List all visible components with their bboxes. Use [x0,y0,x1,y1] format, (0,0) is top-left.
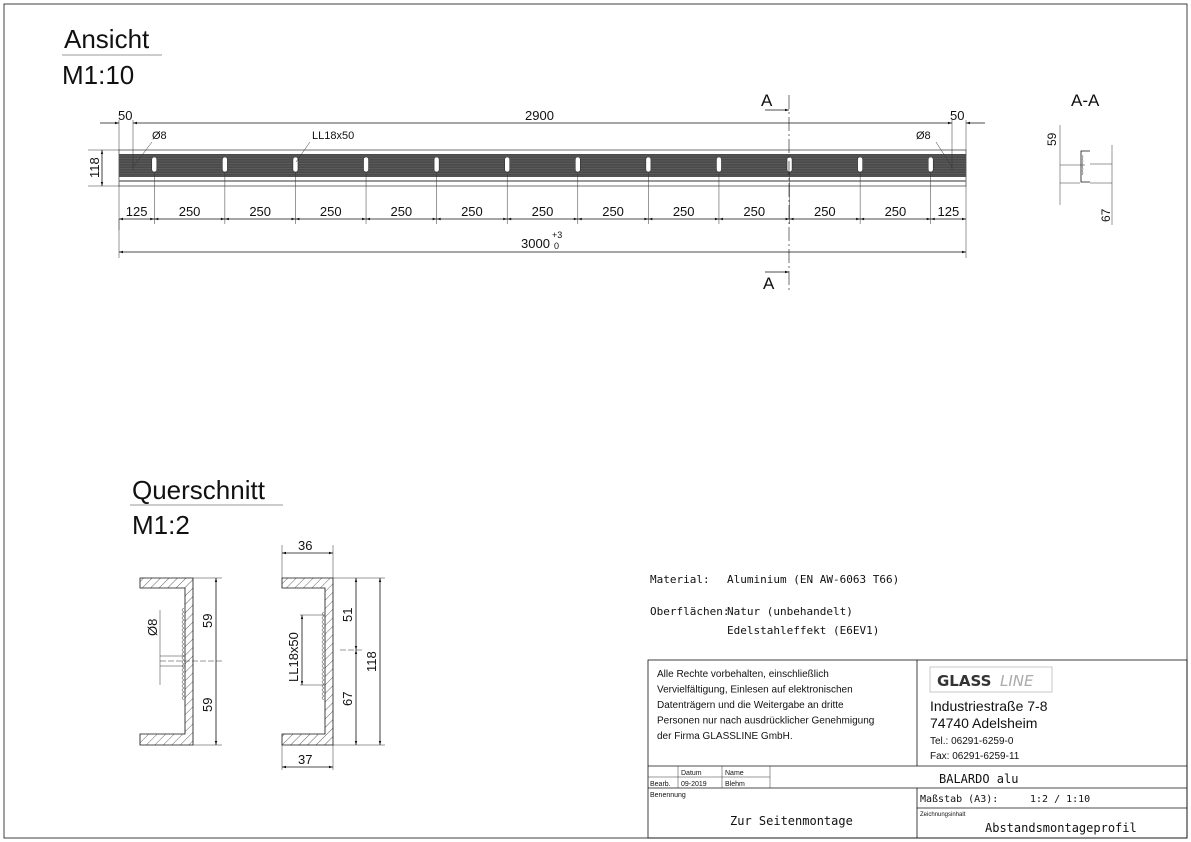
datum-value: 09-2019 [681,781,707,788]
rights-line: Datenträgern und die Weitergabe an dritte [657,700,844,711]
slot-label: LL18x50 [312,130,355,142]
massstab-header: Maßstab (A3): [920,794,999,805]
material-value: Aluminium (EN AW-6063 T66) [727,573,900,586]
cross-section-left [140,578,222,745]
dim-right-offset: 50 [950,108,965,123]
rights-line: Vervielfältigung, Einlesen auf elektronischen [657,684,853,696]
massstab-value: 1:2 / 1:10 [1030,794,1091,805]
right-dim-top: 51 [340,607,355,622]
left-hole-dim: Ø8 [145,618,160,636]
product-name: BALARDO alu [939,772,1019,786]
left-dim-bottom: 59 [200,697,215,712]
hole-label-right: Ø8 [916,130,931,142]
profile-elevation [119,150,966,186]
spacing-dim-label: 250 [461,204,483,219]
bearb-label: Bearb. [650,781,671,788]
section-aa-title: A-A [1071,91,1100,110]
cross-section-right [282,538,385,770]
spacing-dim-label: 250 [602,204,624,219]
mounting-slot [716,157,721,172]
spacing-dim-label: 250 [813,204,836,219]
mounting-slot [928,157,933,172]
left-dim-top: 59 [200,613,215,628]
right-width-bottom: 37 [298,752,313,767]
section-marker-top: A [761,91,773,110]
section-marker-bottom: A [763,274,775,293]
right-dim-bottom: 67 [340,691,355,706]
logo-text-a: GLASS [937,672,992,690]
spacing-dim-label: 250 [672,204,695,219]
mounting-slot [364,157,369,172]
mounting-slot [575,157,580,172]
phone: Tel.: 06291-6259-0 [930,736,1014,747]
mounting-slot [293,157,298,172]
right-width-top: 36 [298,538,313,553]
logo-text-b: LINE [1000,672,1034,690]
benennung-value: Zur Seitenmontage [730,814,853,828]
right-dim-total: 118 [364,651,379,672]
inhalt-header: Zeichnungsinhalt [920,812,966,818]
cross-section-title: Querschnitt [132,475,265,505]
spacing-dim-label: 250 [178,204,201,219]
hole-label-left: Ø8 [152,130,167,142]
view-scale: M1:10 [62,60,135,90]
dim-hole-span: 2900 [525,108,554,123]
benennung-header: Benennung [650,792,686,799]
section-aa-dim-bottom: 67 [1099,208,1113,222]
cross-section-scale: M1:2 [132,510,190,540]
title-block [648,660,1187,838]
spacing-dim-label: 125 [125,204,148,219]
rights-line: Personen nur nach ausdrücklicher Genehmigung [657,715,875,727]
mounting-slot [505,157,510,172]
surface-1: Natur (unbehandelt) [727,605,853,618]
spacing-dim-label: 250 [390,204,413,219]
dim-left-offset: 50 [118,108,133,123]
mounting-slot [152,157,157,172]
spacing-dim-label: 250 [884,204,907,219]
tolerance-upper: +3 [552,230,563,240]
fax: Fax: 06291-6259-11 [930,751,1020,762]
surface-2: Edelstahleffekt (E6EV1) [727,624,880,637]
spacing-dim-label: 250 [319,204,342,219]
section-aa [1045,91,1113,225]
name-value: Blehm [725,781,745,788]
rights-line: Alle Rechte vorbehalten, einschließlich [657,669,829,680]
mounting-slot [646,157,651,172]
mounting-slot [858,157,863,172]
address-street: Industriestraße 7-8 [930,698,1048,714]
mounting-slot [787,157,792,172]
rights-line: der Firma GLASSLINE GmbH. [657,731,793,742]
dim-total-length: 3000 [521,236,550,251]
section-aa-dim-top: 59 [1045,132,1059,146]
mounting-slot [222,157,227,172]
mounting-slot [434,157,439,172]
inhalt-value: Abstandsmontageprofil [985,821,1137,835]
dim-height: 118 [87,157,102,178]
right-slot-dim: LL18x50 [286,632,301,682]
spacing-dim-label: 125 [937,204,960,219]
spacing-dim-label: 250 [249,204,272,219]
spacing-dim-label: 250 [531,204,554,219]
address-city: 74740 Adelsheim [930,715,1038,731]
view-title: Ansicht [64,24,150,54]
name-header: Name [725,770,744,777]
spacing-dim-label: 250 [743,204,766,219]
surface-label: Oberflächen: [650,605,730,618]
material-notes [650,573,899,637]
datum-header: Datum [681,770,702,777]
tolerance-lower: 0 [554,241,560,251]
material-label: Material: [650,573,710,586]
